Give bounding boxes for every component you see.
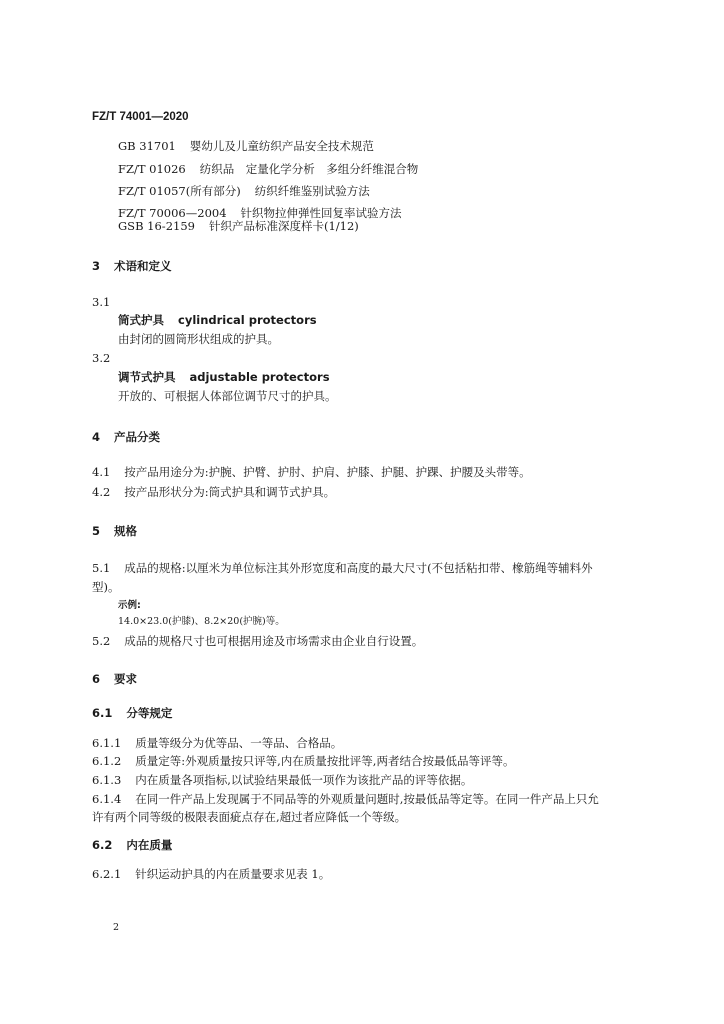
standard-code: FZ/T 74001—2020 [92, 111, 189, 123]
term-title: 筒式护具 cylindrical protectors [118, 313, 317, 327]
reference-code: FZ/T 70006—2004 [118, 206, 227, 220]
clause-continuation: 许有两个同等级的极限表面疵点存在,超过者应降低一个等级。 [92, 810, 407, 824]
term-definition: 由封闭的圆筒形状组成的护具。 [118, 332, 279, 346]
clause: 5.1 成品的规格:以厘米为单位标注其外形宽度和高度的最大尺寸(不包括粘扣带、橡筋绳等辅料外 [92, 561, 593, 575]
section-heading: 3 术语和定义 [92, 259, 172, 273]
clause: 6.1.4 在同一件产品上发现属于不同品等的外观质量问题时,按最低品等定等。在同一件产品上只允 [92, 792, 599, 806]
clause: 6.1.3 内在质量各项指标,以试验结果最低一项作为该批产品的评等依据。 [92, 773, 473, 787]
reference-code: GB 31701 [118, 139, 176, 153]
clause: 5.2 成品的规格尺寸也可根据用途及市场需求由企业自行设置。 [92, 634, 424, 648]
clause: 6.1.2 质量定等:外观质量按只评等,内在质量按批评等,两者结合按最低品等评等。 [92, 754, 515, 768]
page-number: 2 [113, 922, 120, 933]
reference-title: 纺织品 定量化学分析 多组分纤维混合物 [199, 162, 419, 176]
term-title: 调节式护具 adjustable protectors [118, 370, 330, 384]
reference-item [118, 138, 374, 154]
term-number: 3.1 [92, 295, 111, 309]
term-number: 3.2 [92, 351, 111, 365]
reference-item [118, 218, 359, 234]
clause: 4.1 按产品用途分为:护腕、护臂、护肘、护肩、护膝、护腿、护踝、护腰及头带等。 [92, 465, 531, 479]
reference-code: GSB 16-2159 [118, 219, 195, 233]
example-text: 14.0×23.0(护膝)、8.2×20(护腕)等。 [118, 616, 285, 627]
reference-item [118, 161, 418, 177]
section-heading: 5 规格 [92, 524, 138, 538]
reference-title: 针织产品标准深度样卡(1/12) [208, 219, 359, 233]
term-definition: 开放的、可根据人体部位调节尺寸的护具。 [118, 389, 337, 403]
clause: 6.1.1 质量等级分为优等品、一等品、合格品。 [92, 736, 343, 750]
reference-code: FZ/T 01057(所有部分) [118, 184, 241, 198]
reference-title: 针织物拉伸弹性回复率试验方法 [240, 206, 402, 220]
clause: 6.2.1 针织运动护具的内在质量要求见表 1。 [92, 867, 331, 881]
section-heading: 6 要求 [92, 672, 138, 686]
reference-code: FZ/T 01026 [118, 162, 186, 176]
reference-item [118, 183, 370, 199]
clause-continuation: 型)。 [92, 580, 120, 594]
subsection-heading: 6.1 分等规定 [92, 706, 173, 720]
reference-title: 纺织纤维鉴别试验方法 [254, 184, 370, 198]
subsection-heading: 6.2 内在质量 [92, 838, 173, 852]
reference-title: 婴幼儿及儿童纺织产品安全技术规范 [189, 139, 374, 153]
section-heading: 4 产品分类 [92, 430, 161, 444]
example-label: 示例: [118, 600, 141, 611]
clause: 4.2 按产品形状分为:筒式护具和调节式护具。 [92, 485, 336, 499]
